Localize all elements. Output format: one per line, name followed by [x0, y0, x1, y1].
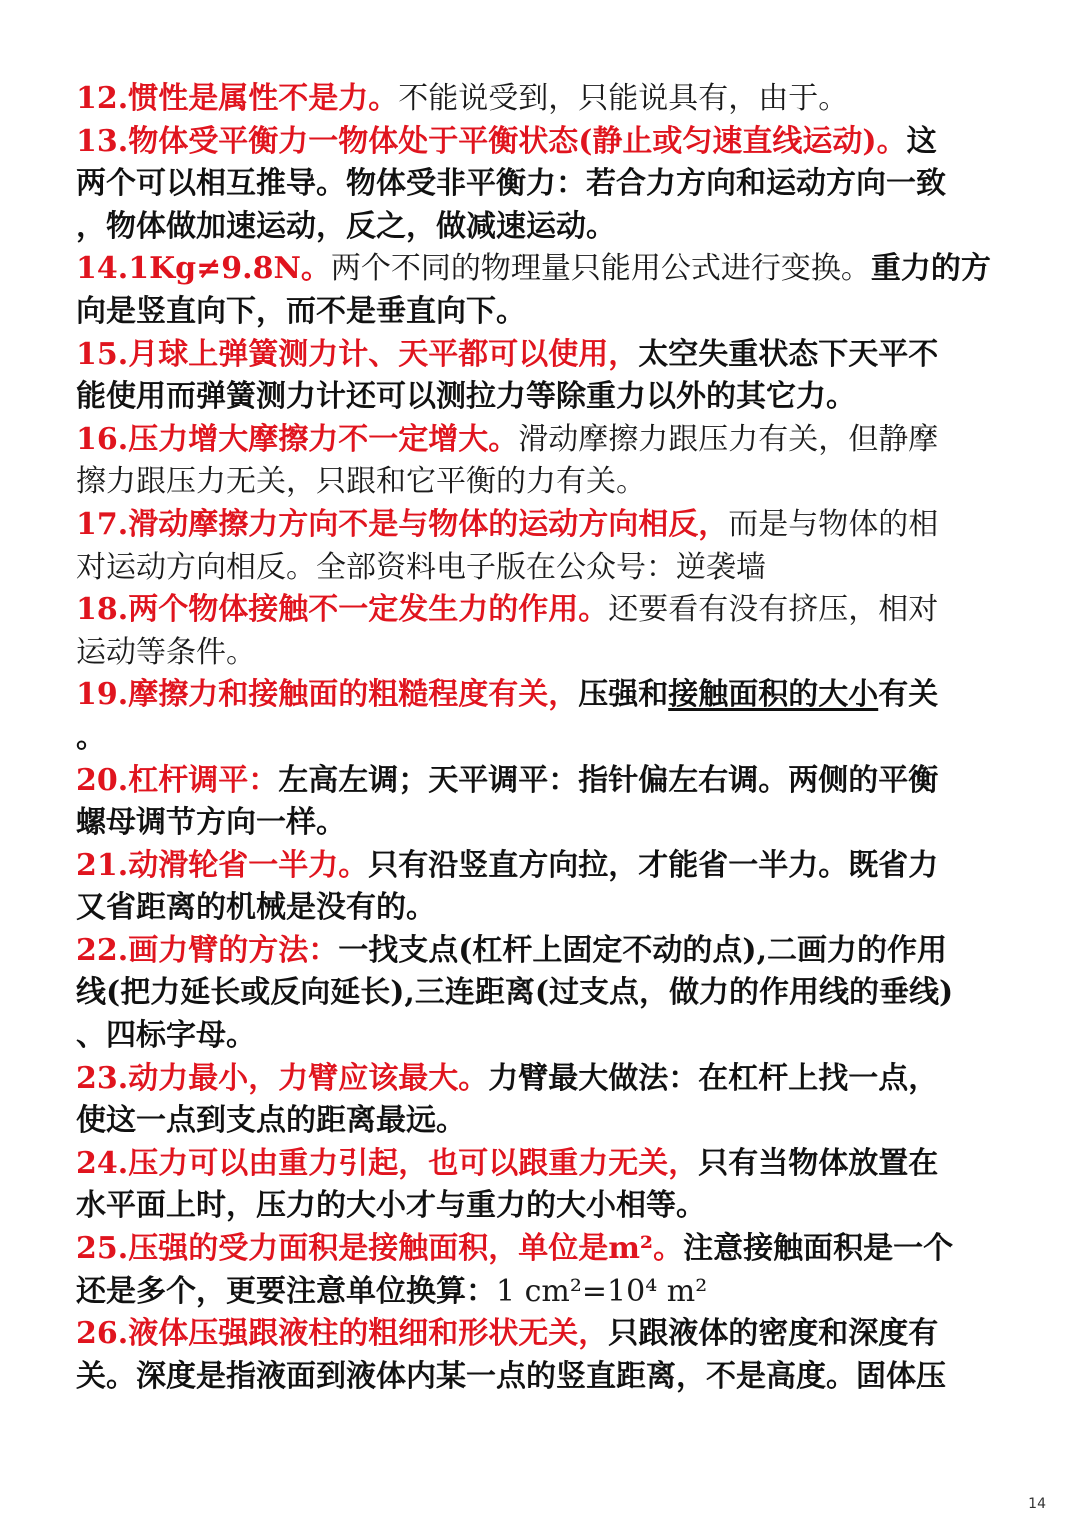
text-line	[76, 419, 1016, 462]
highlighted-statement: 20.杠杆调平：	[76, 762, 279, 798]
highlighted-statement: 25.压强的受力面积是接触面积，单位是m²。	[76, 1231, 684, 1267]
highlighted-statement: 16.压力增大摩擦力不一定增大。	[76, 421, 519, 457]
highlighted-statement: 19.摩擦力和接触面的粗糙程度有关，	[76, 677, 579, 713]
body-text: 有关	[878, 677, 939, 713]
highlighted-statement: 12.惯性是属性不是力。	[76, 81, 399, 116]
body-text: 这	[906, 123, 937, 159]
body-text: 压强和	[578, 677, 669, 713]
highlighted-statement: 22.画力臂的方法：	[76, 932, 339, 968]
text-line	[76, 845, 1016, 888]
body-text: 还是多个，更要注意单位换算：	[76, 1273, 496, 1309]
body-text: 左高左调；天平调平：指针偏左右调。两侧的平衡	[278, 762, 939, 798]
highlighted-statement: 23.动力最小，力臂应该最大。	[76, 1060, 489, 1096]
body-text: 两个可以相互推导。物体受非平衡力：若合力方向和运动方向一致	[76, 166, 946, 202]
text-line	[76, 504, 1016, 547]
text-line	[76, 972, 1016, 1015]
document-body	[76, 78, 1016, 1398]
body-text: 重力的方	[870, 251, 991, 287]
text-line	[76, 121, 1016, 164]
text-line	[76, 376, 1016, 419]
body-text: 滑动摩擦力跟压力有关，但静摩	[518, 421, 939, 457]
highlighted-statement: 26.液体压强跟液柱的粗细和形状无关，	[76, 1316, 609, 1352]
text-line	[76, 589, 1016, 632]
highlighted-statement: 13.物体受平衡力一物体处于平衡状态(静止或匀速直线运动)。	[76, 123, 907, 159]
highlighted-statement: 24.压力可以由重力引起，也可以跟重力无关，	[76, 1145, 699, 1181]
text-line	[76, 334, 1016, 377]
text-line	[76, 760, 1016, 803]
body-text: 。	[76, 719, 106, 755]
body-text: 而是与物体的相	[728, 506, 939, 542]
body-text: 对运动方向相反。全部资料电子版在公众号：逆袭墙	[76, 549, 766, 585]
text-line	[76, 632, 1016, 675]
text-line	[76, 1271, 1016, 1314]
text-line	[76, 1356, 1016, 1399]
body-text: 使这一点到支点的距离最远。	[76, 1103, 466, 1139]
body-text: 注意接触面积是一个	[683, 1231, 954, 1267]
body-text: 两个不同的物理量只能用公式进行变换。	[330, 251, 871, 287]
text-line	[76, 1058, 1016, 1101]
text-line	[76, 547, 1016, 590]
body-text: 运动等条件。	[76, 634, 256, 670]
body-text: 力臂最大做法：在杠杆上找一点，	[488, 1060, 939, 1096]
text-line	[76, 887, 1016, 930]
body-text: 只跟液体的密度和深度有	[608, 1316, 939, 1352]
highlighted-statement: 17.滑动摩擦力方向不是与物体的运动方向相反，	[76, 506, 729, 542]
body-text: 、四标字母。	[76, 1018, 256, 1054]
body-text: 还要看有没有挤压，相对	[608, 592, 939, 628]
body-text: ，物体做加速运动，反之，做减速运动。	[76, 208, 616, 244]
text-line	[76, 78, 1016, 121]
body-text: 水平面上时，压力的大小才与重力的大小相等。	[76, 1188, 706, 1224]
highlighted-statement: 15.月球上弹簧测力计、天平都可以使用，	[76, 336, 639, 372]
body-text: 关。深度是指液面到液体内某一点的竖直距离，不是高度。固体压	[76, 1358, 946, 1394]
highlighted-statement: 14.1Kg≠9.8N。	[76, 251, 331, 287]
text-line	[76, 163, 1016, 206]
body-text: 太空失重状态下天平不	[638, 336, 939, 372]
text-line	[76, 717, 1016, 760]
page-number: 14	[1028, 1496, 1046, 1512]
text-line	[76, 248, 1016, 291]
body-text: 擦力跟压力无关，只跟和它平衡的力有关。	[76, 464, 646, 500]
body-text: 又省距离的机械是没有的。	[76, 890, 436, 926]
text-line	[76, 1015, 1016, 1058]
text-line	[76, 1228, 1016, 1271]
text-line	[76, 1100, 1016, 1143]
body-text: 线(把力延长或反向延长),三连距离(过支点，做力的作用线的垂线)	[76, 975, 954, 1011]
body-text: 只有当物体放置在	[698, 1145, 939, 1181]
highlighted-statement: 21.动滑轮省一半力。	[76, 847, 369, 883]
body-text: 接触面积的大小	[668, 677, 879, 713]
body-text: 向是竖直向下，而不是垂直向下。	[76, 293, 526, 329]
text-line	[76, 674, 1016, 717]
text-line	[76, 206, 1016, 249]
body-text: 螺母调节方向一样。	[76, 805, 346, 841]
body-text: 一找支点(杠杆上固定不动的点),二画力的作用	[338, 932, 948, 968]
text-line	[76, 930, 1016, 973]
text-line	[76, 1313, 1016, 1356]
text-line	[76, 802, 1016, 845]
text-line	[76, 1185, 1016, 1228]
text-line	[76, 291, 1016, 334]
body-text: 不能说受到，只能说具有，由于。	[398, 81, 849, 116]
highlighted-statement: 18.两个物体接触不一定发生力的作用。	[76, 592, 609, 628]
body-text: 能使用而弹簧测力计还可以测拉力等除重力以外的其它力。	[76, 379, 856, 415]
text-line	[76, 461, 1016, 504]
body-text: 只有沿竖直方向拉，才能省一半力。既省力	[368, 847, 939, 883]
text-line	[76, 1143, 1016, 1186]
body-text: 1 cm²=10⁴ m²	[496, 1273, 708, 1309]
